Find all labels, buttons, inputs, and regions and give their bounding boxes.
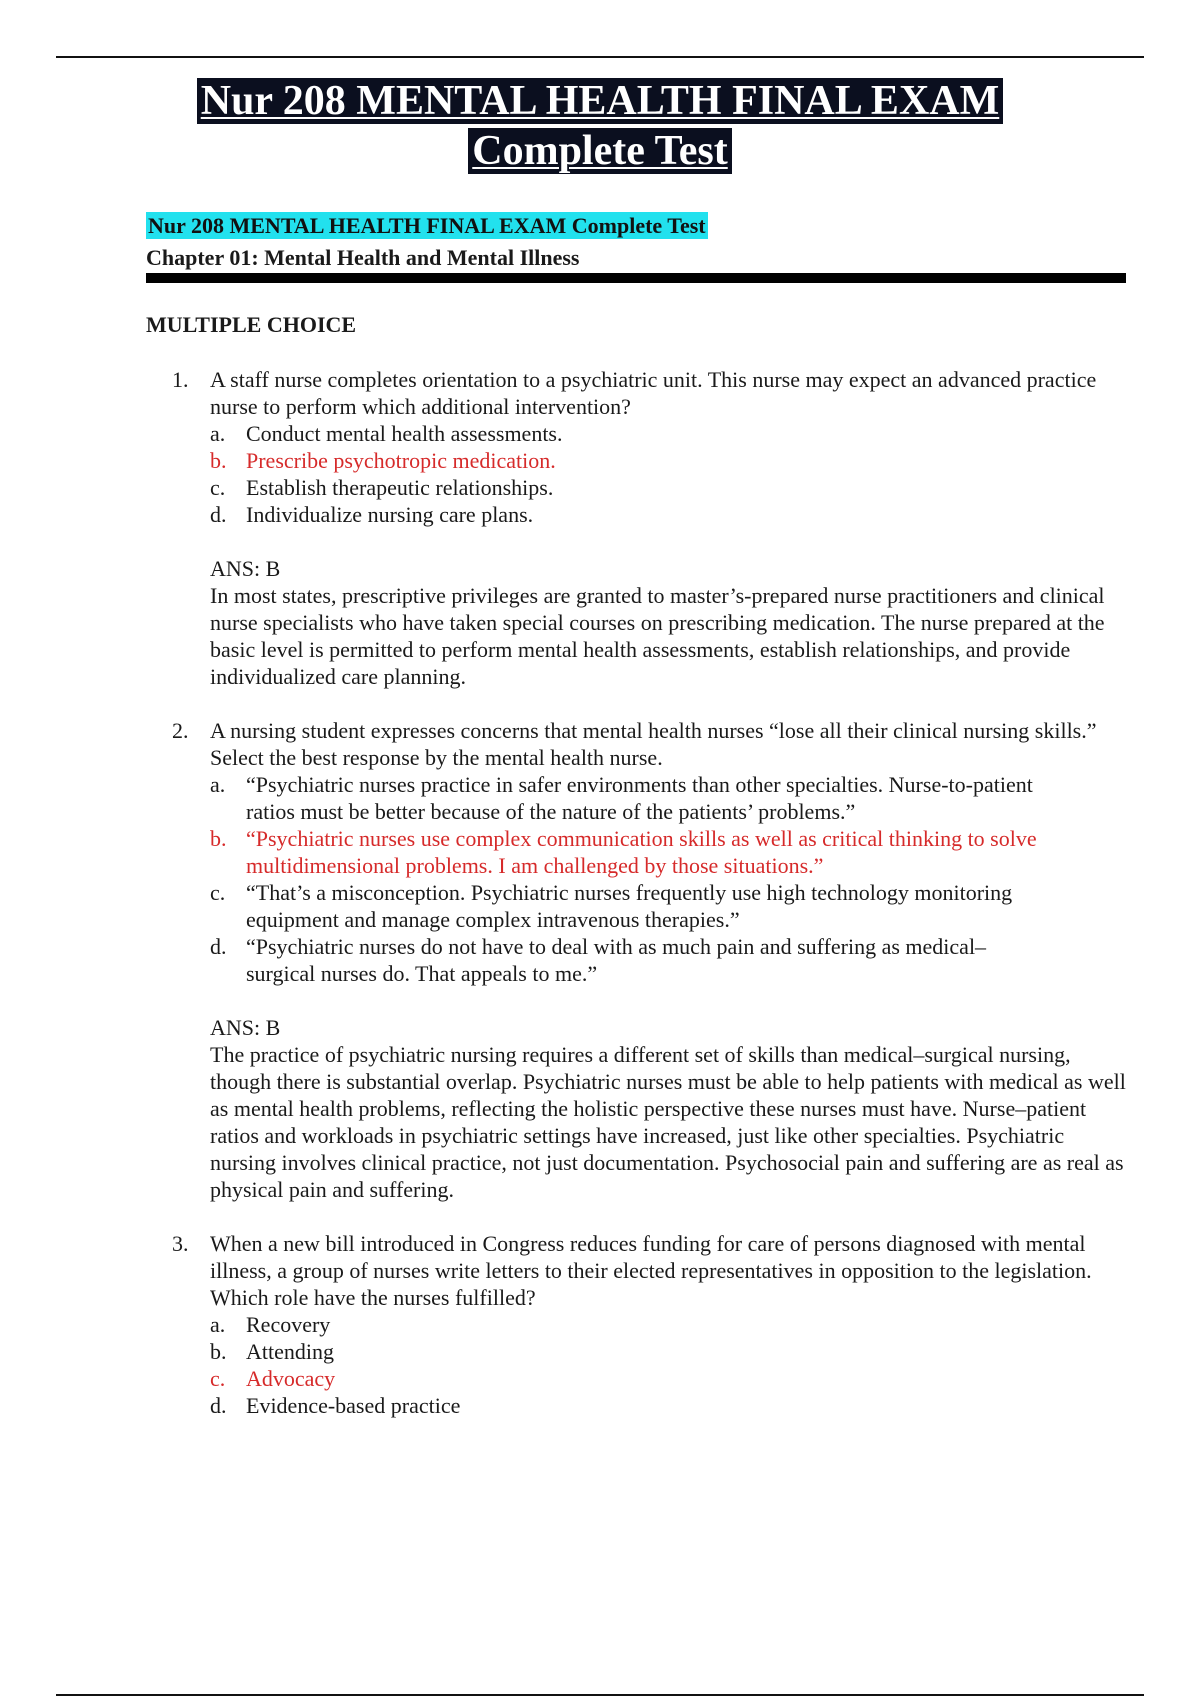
option-letter: d. <box>210 1393 227 1418</box>
answer-options <box>210 420 1126 528</box>
option-text: Recovery <box>246 1312 331 1337</box>
option-letter: a. <box>210 772 226 797</box>
question-1 <box>172 366 1126 690</box>
option-text: “Psychiatric nurses use complex communication skills as well as critical thinking to solve multidimensional problems. I am challenged by those situations.” <box>246 826 1037 878</box>
rationale: The practice of psychiatric nursing requires a different set of skills than medical–surgical nursing, though there is substantial overlap. Psychiatric nurses must be able to help patients with medical as well as mental health problems, reflecting the holistic perspective these nurses must have. Nurse–patient ratios and workloads in psychiatric settings have increased, just like other specialties. Psychiatric nursing involves clinical practice, not just documentation. Psychosocial pain and suffering are as real as physical pain and suffering. <box>210 1042 1126 1202</box>
option-c <box>210 474 1126 501</box>
option-text: Attending <box>246 1339 334 1364</box>
option-text: Prescribe psychotropic medication. <box>246 448 556 473</box>
answer-key: ANS: B <box>210 1015 281 1040</box>
highlighted-subtitle: Nur 208 MENTAL HEALTH FINAL EXAM Complete Test <box>148 213 706 238</box>
option-text: “Psychiatric nurses do not have to deal with as much pain and suffering as medical–surgical nurses do. That appeals to me.” <box>246 934 987 986</box>
option-d <box>210 501 1126 528</box>
question-3 <box>172 1230 1126 1419</box>
question-number: 3. <box>172 1231 189 1256</box>
option-letter: b. <box>210 826 227 851</box>
option-letter: a. <box>210 1312 226 1337</box>
top-rule <box>56 56 1144 58</box>
answer-options <box>210 771 1126 987</box>
bottom-rule <box>56 1694 1144 1696</box>
option-letter: d. <box>210 934 227 959</box>
option-letter: c. <box>210 1366 226 1391</box>
document-title <box>0 78 1200 174</box>
title-line-2: Complete Test <box>468 128 732 174</box>
option-b <box>210 1338 1126 1365</box>
option-text: Establish therapeutic relationships. <box>246 475 554 500</box>
option-letter: b. <box>210 448 227 473</box>
option-a <box>210 420 1126 447</box>
option-text: Evidence-based practice <box>246 1393 461 1418</box>
answer-key: ANS: B <box>210 556 281 581</box>
question-text: When a new bill introduced in Congress reduces funding for care of persons diagnosed with mental illness, a group of nurses write letters to their elected representatives in opposition to the legislation. Which role have the nurses fulfilled? <box>210 1231 1092 1310</box>
option-a <box>210 771 1126 825</box>
option-letter: a. <box>210 421 226 446</box>
question-number: 1. <box>172 367 189 392</box>
title-line-1: Nur 208 MENTAL HEALTH FINAL EXAM <box>197 78 1004 124</box>
question-text: A nursing student expresses concerns that mental health nurses “lose all their clinical nursing skills.” Select the best response by the mental health nurse. <box>210 718 1097 770</box>
option-letter: c. <box>210 475 226 500</box>
question-number: 2. <box>172 718 189 743</box>
option-text: Conduct mental health assessments. <box>246 421 563 446</box>
option-b-correct <box>210 447 1126 474</box>
option-text: Individualize nursing care plans. <box>246 502 534 527</box>
option-d <box>210 1392 1126 1419</box>
option-text: “Psychiatric nurses practice in safer environments than other specialties. Nurse-to-patient ratios must be better because of the nature of the patients’ problems.” <box>246 772 1033 824</box>
option-d <box>210 933 1126 987</box>
option-a <box>210 1311 1126 1338</box>
option-letter: c. <box>210 880 226 905</box>
rationale: In most states, prescriptive privileges are granted to master’s-prepared nurse practitioners and clinical nurse specialists who have taken special courses on prescribing medication. The nurse prepared at the basic level is permitted to perform mental health assessments, establish relationships, and provide individualized care planning. <box>210 583 1105 689</box>
question-text: A staff nurse completes orientation to a psychiatric unit. This nurse may expect an advanced practice nurse to perform which additional intervention? <box>210 367 1097 419</box>
chapter-heading: Chapter 01: Mental Health and Mental Illness <box>146 245 580 270</box>
option-c <box>210 879 1126 933</box>
answer-options <box>210 1311 1126 1419</box>
option-text: Advocacy <box>246 1366 336 1391</box>
option-c-correct <box>210 1365 1126 1392</box>
document-body <box>146 212 1126 1419</box>
option-letter: b. <box>210 1339 227 1364</box>
option-letter: d. <box>210 502 227 527</box>
section-heading: MULTIPLE CHOICE <box>146 312 357 337</box>
question-2 <box>172 717 1126 1203</box>
option-b-correct <box>210 825 1126 879</box>
chapter-rule <box>146 273 1126 283</box>
option-text: “That’s a misconception. Psychiatric nurses frequently use high technology monitoring equipment and manage complex intravenous therapies.” <box>246 880 1013 932</box>
